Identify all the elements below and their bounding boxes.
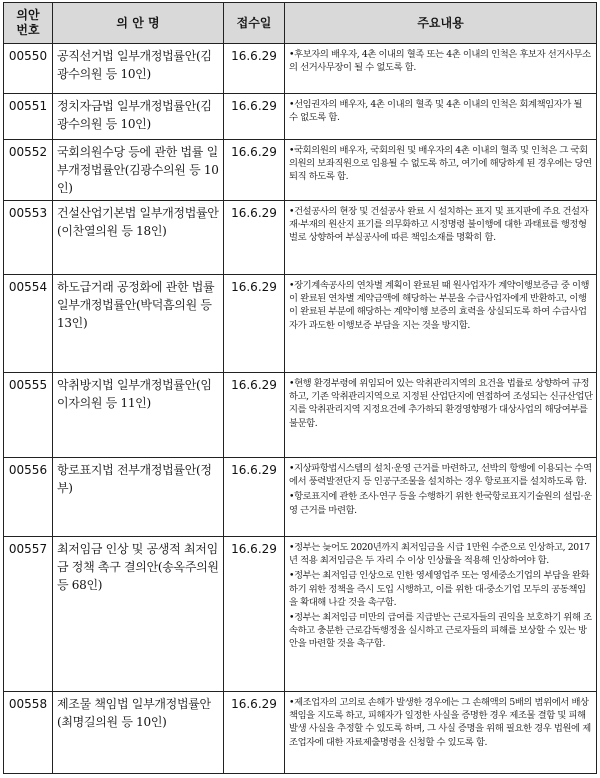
table-row: [4, 201, 597, 275]
table-row: [4, 275, 597, 373]
bill-number: 00552: [4, 140, 53, 201]
content-point: •장기계속공사의 연차별 계획이 완료된 때 원사업자가 계약이행보증금 중 이행이 완료된 연차별 계약금액에 해당하는 부분을 수급사업자에게 반환하고, 이행이 완료된 부분에 해당하는 계약이행 보증의 효력을 상실되도록 하여 수급사업자가 과도한 이행보증 부담을 지는 것을 방지함.: [289, 280, 590, 331]
bill-number: 00556: [4, 458, 53, 537]
received-date: 16.6.29: [224, 692, 285, 774]
bill-name: 항로표지법 전부개정법률안(정부): [53, 458, 224, 537]
received-date: 16.6.29: [224, 458, 285, 537]
content-point: •정부는 최저임금 인상으로 인한 영세영업주 또는 영세중소기업의 부담을 완화하기 위한 정책을 즉시 도입 시행하고, 이를 위한 대·중소기업 모두의 공동책임을 확대해 나갈 것을 촉구함.: [289, 570, 590, 608]
bill-number: 00558: [4, 692, 53, 774]
content-point: •항로표지에 관한 조사·연구 등을 수행하기 위한 한국항로표지기술원의 설립·운영 근거를 마련함.: [289, 491, 592, 516]
content-point: •국회의원의 배우자, 국회의원 및 배우자의 4촌 이내의 혈족 및 인척은 그 국회의원의 보좌직원으로 임용될 수 없도록 하고, 여기에 해당하게 된 경우에는 당연퇴직 하도록 함.: [289, 145, 592, 183]
bill-number: 00550: [4, 44, 53, 94]
main-content: [285, 140, 597, 201]
main-content: [285, 94, 597, 140]
received-date: 16.6.29: [224, 201, 285, 275]
bill-name: 공직선거법 일부개정법률안(김광수의원 등 10인): [53, 44, 224, 94]
main-content: [285, 537, 597, 692]
table-row: [4, 94, 597, 140]
main-content: [285, 275, 597, 373]
content-point: •건설공사의 현장 및 건설공사 완료 시 설치하는 표지 및 표지판에 주요 건설자재·부재의 원산지 표기를 의무화하고 시정명령 불이행에 대한 과태료를 행정형벌로 상향하여 부실공사에 따른 책임소재를 명확히 함.: [289, 206, 589, 244]
table-row: [4, 458, 597, 537]
content-point: •정부는 늦어도 2020년까지 최저임금을 시급 1만원 수준으로 인상하고, 2017년 적용 최저임금은 두 자리 수 이상 인상률을 적용해 인상하여야 함.: [289, 542, 590, 567]
bill-number: 00554: [4, 275, 53, 373]
header-date: 접수일: [224, 3, 285, 44]
content-point: •정부는 최저임금 미만의 급여를 지급받는 근로자들의 권익을 보호하기 위해 조속하고 충분한 근로감독행정을 실시하고 근로자들의 피해를 보상할 수 있는 방안을 마련할 것을 촉구함.: [289, 612, 592, 650]
content-point: •제조업자의 고의로 손해가 발생한 경우에는 그 손해액의 5배의 범위에서 배상책임을 지도록 하고, 피해자가 일정한 사실을 증명한 경우 제조물 결함 및 피해 발생 사실을 추정할 수 있도록 하며, 그 사실 증명을 위해 필요한 경우 법원에 제조업자에 대한 자료제출명령을 신청할 수 있도록 함.: [289, 697, 591, 748]
bill-name: 국회의원수당 등에 관한 법률 일부개정법률안(김광수의원 등 10인): [53, 140, 224, 201]
received-date: 16.6.29: [224, 44, 285, 94]
table-row: [4, 537, 597, 692]
bill-name: 정치자금법 일부개정법률안(김광수의원 등 10인): [53, 94, 224, 140]
header-content: 주요내용: [285, 3, 597, 44]
header-bill-number: 의안 번호: [4, 3, 53, 44]
bill-name: 악취방지법 일부개정법률안(임이자의원 등 11인): [53, 373, 224, 458]
table-row: [4, 44, 597, 94]
received-date: 16.6.29: [224, 373, 285, 458]
main-content: [285, 44, 597, 94]
table-row: [4, 373, 597, 458]
bill-name: 하도급거래 공정화에 관한 법률 일부개정법률안(박덕흠의원 등 13인): [53, 275, 224, 373]
header-bill-name: 의 안 명: [53, 3, 224, 44]
bill-name: 제조물 책임법 일부개정법률안(최명길의원 등 10인): [53, 692, 224, 774]
content-point: •후보자의 배우자, 4촌 이내의 혈족 또는 4촌 이내의 인척은 후보자 선거사무소의 선거사무장이 될 수 없도록 함.: [289, 49, 591, 74]
table-header-row: [4, 3, 597, 44]
main-content: [285, 373, 597, 458]
bill-number: 00555: [4, 373, 53, 458]
bill-number: 00551: [4, 94, 53, 140]
received-date: 16.6.29: [224, 537, 285, 692]
main-content: [285, 692, 597, 774]
bill-name: 최저임금 인상 및 공생적 최저임금 정책 촉구 결의안(송옥주의원 등 68인): [53, 537, 224, 692]
bill-table: [3, 2, 597, 774]
received-date: 16.6.29: [224, 94, 285, 140]
bill-number: 00553: [4, 201, 53, 275]
bill-name: 건설산업기본법 일부개정법률안(이찬열의원 등 18인): [53, 201, 224, 275]
table-row: [4, 140, 597, 201]
table-row: [4, 692, 597, 774]
bill-number: 00557: [4, 537, 53, 692]
received-date: 16.6.29: [224, 140, 285, 201]
main-content: [285, 201, 597, 275]
main-content: [285, 458, 597, 537]
content-point: •현행 환경부령에 위임되어 있는 악취관리지역의 요건을 법률로 상향하여 규정하고, 기존 악취관리지역으로 지정된 산업단지에 연접하여 조성되는 신규산업단지를 악취관리지역 지정요건에 추가하되 환경영향평가 대상사업의 해당여부를 불문함.: [289, 378, 593, 429]
content-point: •지상파항법시스템의 설치·운영 근거를 마련하고, 선박의 항행에 이용되는 수역에서 풍력발전단지 등 인공구조물을 설치하는 경우 항로표지를 설치하도록 함.: [289, 463, 592, 488]
content-point: •선임권자의 배우자, 4촌 이내의 혈족 및 4촌 이내의 인척은 회계책임자가 될 수 없도록 함.: [289, 99, 583, 124]
received-date: 16.6.29: [224, 275, 285, 373]
